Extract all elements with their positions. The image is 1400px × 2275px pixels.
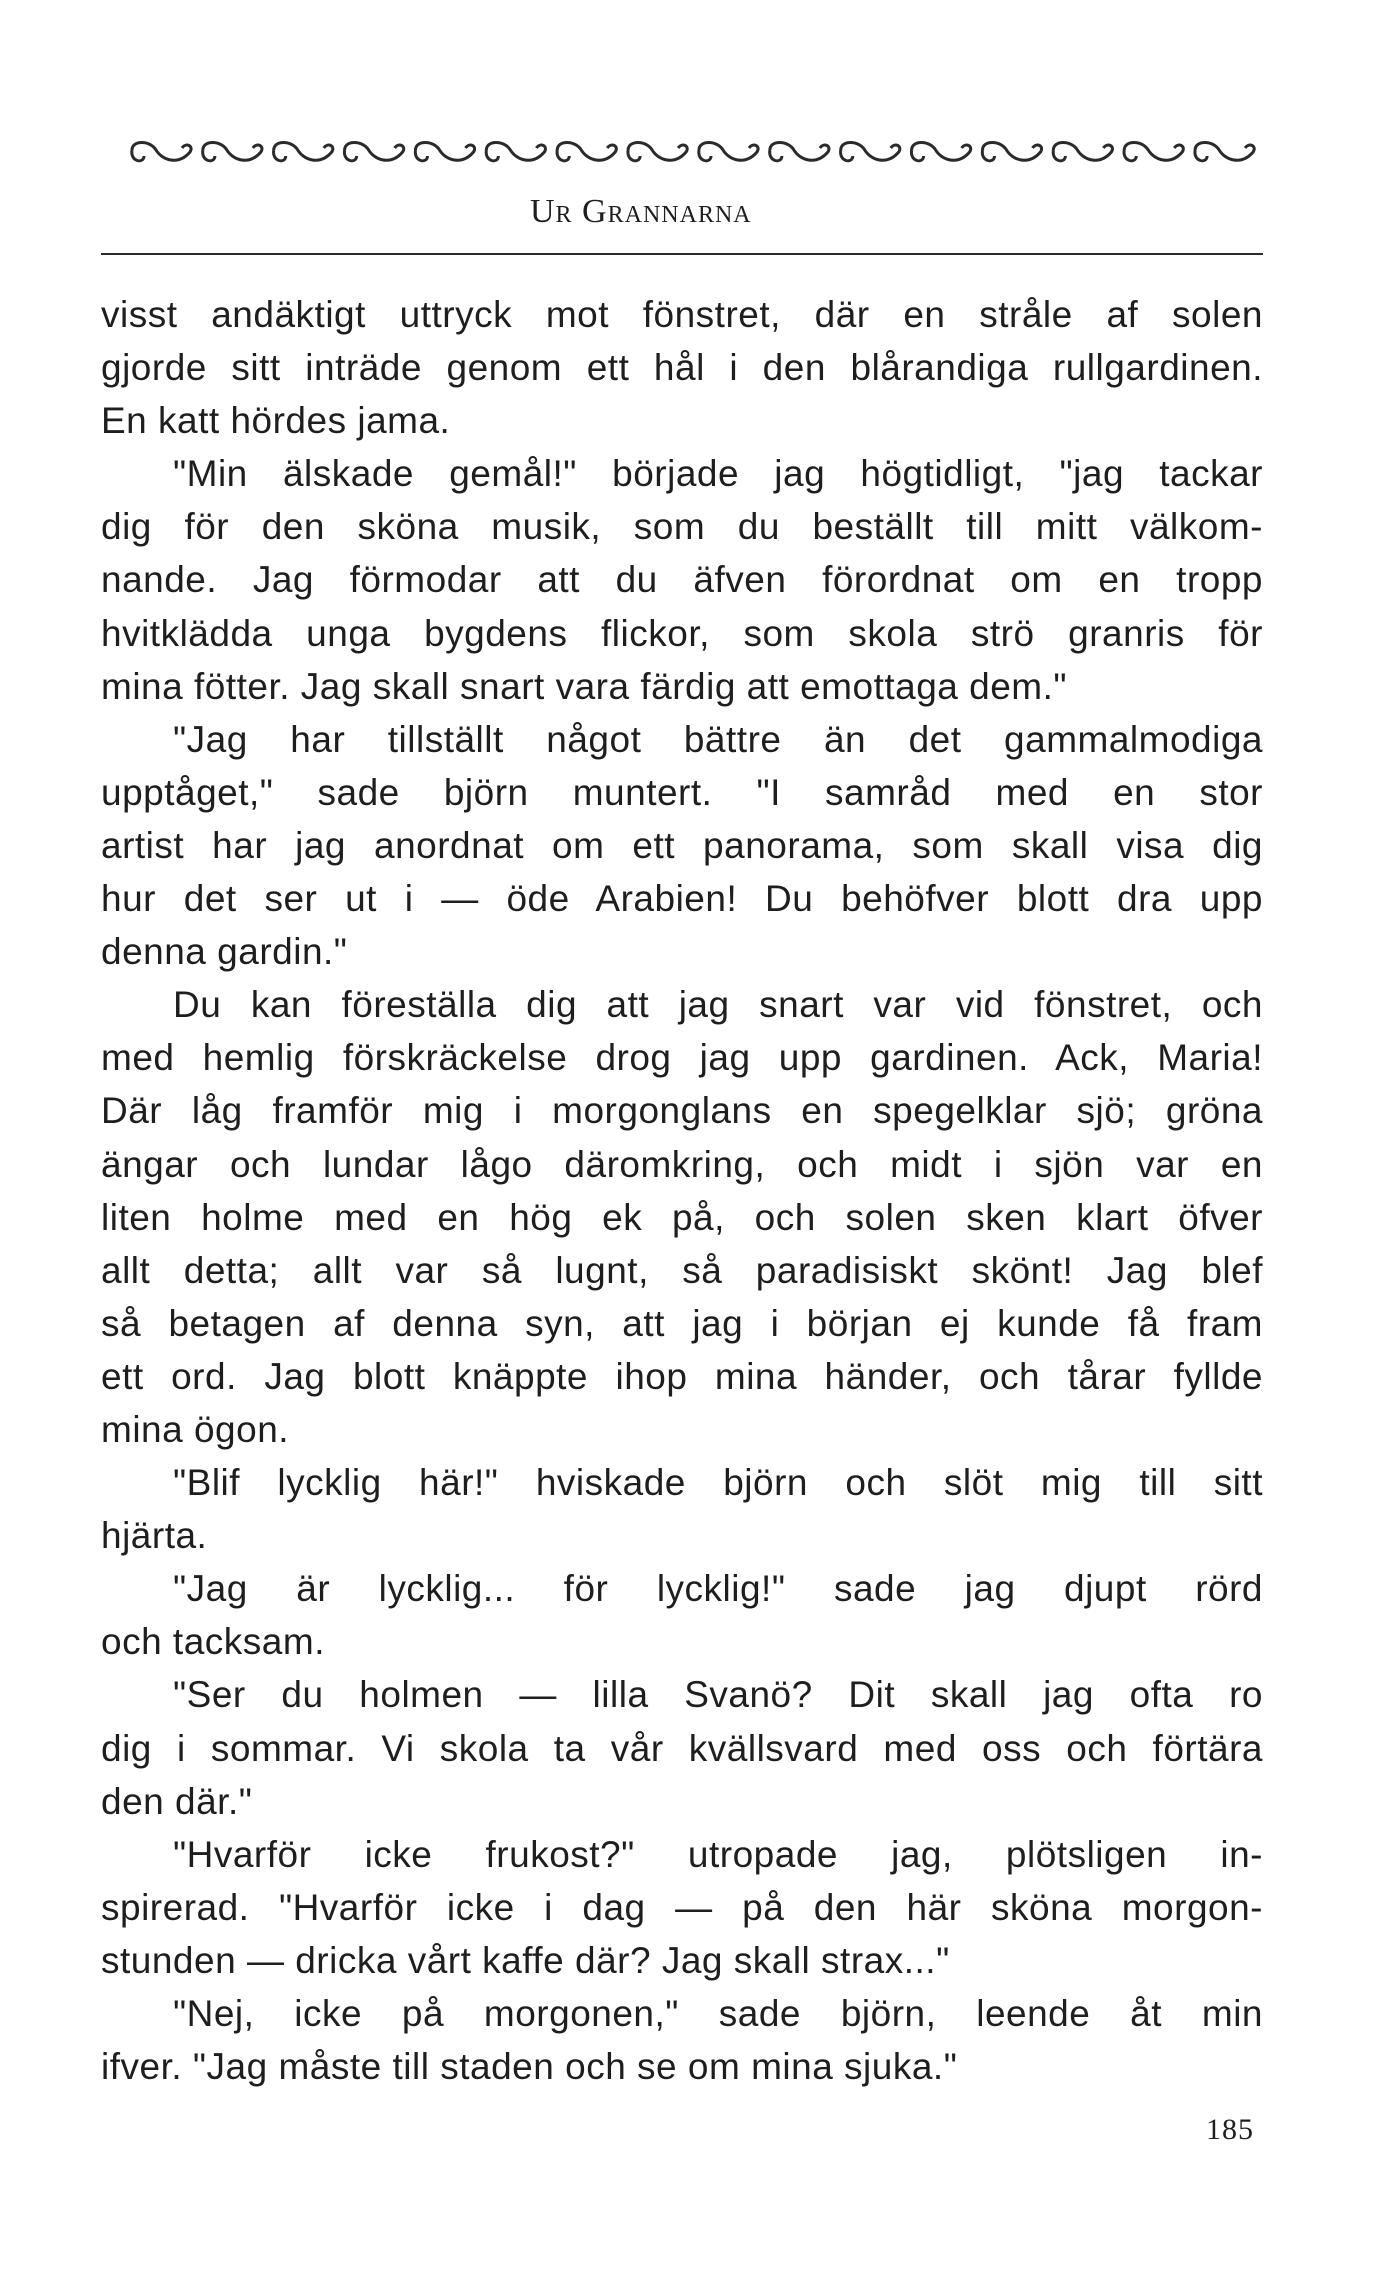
page-number: 185 [1206,2113,1254,2146]
scroll-ornament-icon [274,143,333,161]
scroll-ornament-icon [983,143,1042,161]
scroll-curl-icon [1195,150,1207,161]
text-line: "Nej, icke på morgonen," sade björn, leende åt min [173,1993,1263,2034]
text-line: hur det ser ut i — öde Arabien! Du behöfver blott dra upp [101,878,1263,920]
text-line: upptåget," sade björn muntert. "I samråd med en stor [101,771,1263,813]
text-line: med hemlig förskräckelse drog jag upp gardinen. Ack, Maria! [101,1037,1263,1079]
text-line: så betagen af denna syn, att jag i början ej kunde få fram [101,1302,1263,1344]
scroll-curl-icon [911,150,923,161]
text-line: ifver. "Jag måste till staden och se om mina sjuka." [101,2046,958,2088]
text-line: "Ser du holmen — lilla Svanö? Dit skall jag ofta ro [173,1674,1263,1716]
scroll-ornament-icon [486,143,545,161]
text-line: ett ord. Jag blott knäppte ihop mina händer, och tårar fyllde [101,1355,1263,1397]
text-line: stunden — dricka vårt kaffe där? Jag skall strax..." [101,1939,950,1981]
text-line: visst andäktigt uttryck mot fönstret, där en stråle af solen [101,294,1263,335]
text-line: "Blif lycklig här!" hviskade björn och slöt mig till sitt [173,1462,1263,1504]
decorative-scroll-border [128,136,1262,172]
text-line: spirerad. "Hvarför icke i dag — på den här sköna morgon- [101,1886,1263,1928]
scroll-ornament-icon [345,143,404,161]
scroll-ornament-icon [132,143,191,161]
scroll-curl-icon [274,150,286,161]
text-line: den där." [101,1780,253,1822]
scroll-ornament-icon [1124,143,1183,161]
text-line: "Jag har tillställt något bättre än det gammalmodiga [173,718,1263,760]
scroll-ornament-icon [770,143,829,161]
text-line: och tacksam. [101,1621,325,1663]
scroll-curl-icon [415,150,427,161]
scroll-ornament-icon [1053,143,1112,161]
scroll-curl-icon [628,150,640,161]
text-line: ängar och lundar lågo däromkring, och midt i sjön var en [101,1143,1263,1185]
scroll-curl-icon [132,150,144,161]
scroll-curl-icon [1053,150,1065,161]
scroll-curl-icon [344,150,356,161]
text-line: "Jag är lycklig... för lycklig!" sade jag djupt rörd [173,1568,1263,1610]
scroll-curl-icon [699,150,711,161]
text-line: Du kan föreställa dig att jag snart var vid fönstret, och [173,984,1263,1026]
scroll-ornament-icon [841,143,900,161]
text-line: dig i sommar. Vi skola ta vår kvällsvard med oss och förtära [101,1727,1263,1769]
text-line: dig för den sköna musik, som du beställt till mitt välkom- [101,506,1263,548]
text-line: artist har jag anordnat om ett panorama, som skall visa dig [101,824,1263,866]
text-line: mina ögon. [101,1408,290,1450]
text-line: nande. Jag förmodar att du äfven förordnat om en tropp [101,559,1263,601]
scroll-ornament-icon [416,143,475,161]
text-line: denna gardin." [101,931,348,973]
page-body-text [101,288,1263,2093]
text-line: liten holme med en hög ek på, och solen sken klart öfver [101,1196,1263,1238]
scroll-curl-icon [841,150,853,161]
text-line: "Hvarför icke frukost?" utropade jag, plötsligen in- [173,1833,1263,1875]
scroll-curl-icon [982,150,994,161]
text-line: "Min älskade gemål!" började jag högtidligt, "jag tackar [173,453,1263,495]
running-head: Ur Grannarna [530,193,752,230]
text-line: hvitklädda unga bygdens flickor, som skola strö granris för [101,612,1263,654]
scroll-curl-icon [770,150,782,161]
scroll-ornament-icon [1195,143,1254,161]
scroll-ornament-icon [203,143,262,161]
text-line: gjorde sitt inträde genom ett hål i den blårandiga rullgardinen. [101,347,1263,389]
header-rule [101,253,1263,255]
scroll-ornament-icon [557,143,616,161]
text-line: Där låg framför mig i morgonglans en spegelklar sjö; gröna [101,1090,1263,1132]
text-line: mina fötter. Jag skall snart vara färdig att emottaga dem." [101,665,1068,707]
text-line: allt detta; allt var så lugnt, så paradisiskt skönt! Jag blef [101,1249,1263,1291]
text-line: hjärta. [101,1515,208,1557]
scroll-curl-icon [486,150,498,161]
scroll-curl-icon [203,150,215,161]
scroll-ornament-icon [912,143,971,161]
scroll-ornament-icon [699,143,758,161]
scroll-curl-icon [557,150,569,161]
scroll-curl-icon [1124,150,1136,161]
text-line: En katt hördes jama. [101,400,451,442]
scroll-ornament-icon [628,143,687,161]
